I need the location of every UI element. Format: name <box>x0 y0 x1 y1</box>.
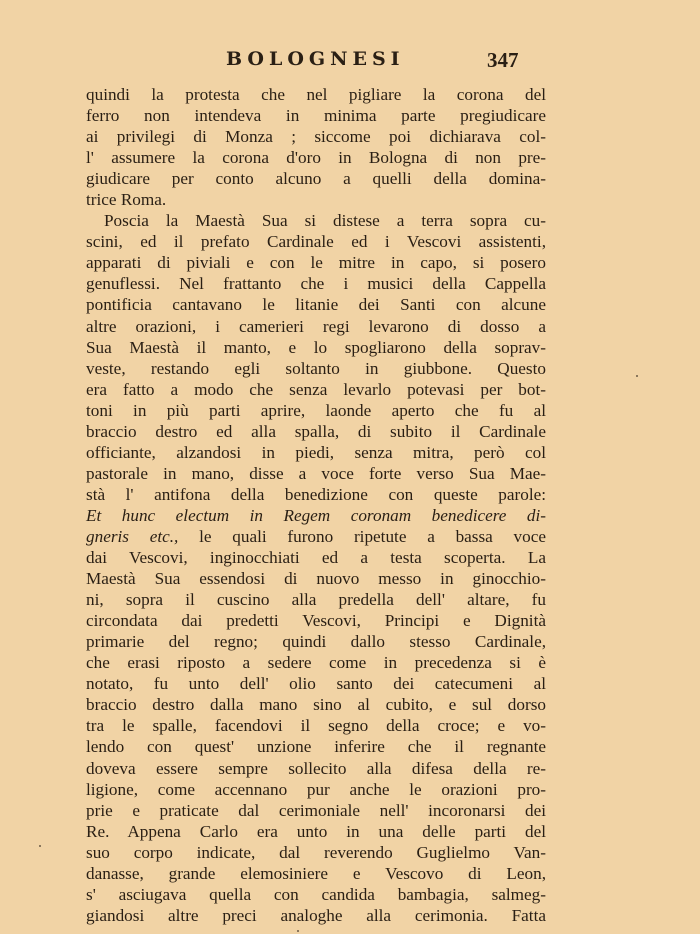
page-number: 347 <box>487 48 519 72</box>
italic-text: gneris etc., <box>86 526 179 546</box>
text-line <box>86 526 546 547</box>
speck-mark <box>636 375 638 377</box>
text-line: suo corpo indicate, dal reverendo Guglielmo Van- <box>86 842 546 862</box>
text-line: apparati di piviali e con le mitre in capo, si posero <box>86 253 546 273</box>
text-line: trice Roma. <box>86 190 167 210</box>
text-line: Et hunc electum in Regem coronam benedicere di- <box>86 505 546 525</box>
text-line: giandosi altre preci analoghe alla cerimonia. Fatta <box>86 905 546 925</box>
text-line: quindi la protesta che nel pigliare la corona del <box>86 85 546 104</box>
speck-mark <box>39 845 41 847</box>
text-line: l' assumere la corona d'oro in Bologna di non pre- <box>86 148 546 168</box>
text-line: ni, sopra il cuscino alla predella dell' altare, fu <box>86 590 546 610</box>
body-text <box>86 84 546 926</box>
text-line: Re. Appena Carlo era unto in una delle parti del <box>86 821 546 841</box>
text-line: doveva essere sempre sollecito alla difesa della re- <box>86 758 546 778</box>
text-line: veste, restando egli soltanto in giubbone. Questo <box>86 358 546 378</box>
text-line: pontificia cantavano le litanie dei Santi con alcune <box>86 295 546 315</box>
text-line: pastorale in mano, disse a voce forte verso Sua Mae- <box>86 463 546 483</box>
text-line: Sua Maestà il manto, e lo spogliarono della soprav- <box>86 337 546 357</box>
text-line: giudicare per conto alcuno a quelli della domina- <box>86 169 546 189</box>
text-line: stà l' antifona della benedizione con queste parole: <box>86 484 546 504</box>
text-line: altre orazioni, i camerieri regi levarono di dosso a <box>86 316 546 336</box>
text-line: ligione, come accennano pur anche le orazioni pro- <box>86 779 546 799</box>
text-line: braccio destro ed alla spalla, di subito il Cardinale <box>86 421 546 441</box>
text-line: genuflessi. Nel frattanto che i musici della Cappella <box>86 274 546 294</box>
page-header <box>0 48 700 72</box>
text-line: dai Vescovi, inginocchiati ed a testa scoperta. La <box>86 548 546 568</box>
text-line: ai privilegi di Monza ; siccome poi dichiarava col- <box>86 127 546 147</box>
text-line: s' asciugava quella con candida bambagia, salmeg- <box>86 884 546 904</box>
text-line: circondata dai predetti Vescovi, Principi e Dignità <box>86 611 546 631</box>
text-line: tra le spalle, facendovi il segno della croce; e vo- <box>86 716 546 736</box>
text-line: braccio destro dalla mano sino al cubito, e sul dorso <box>86 695 546 715</box>
text-line: Poscia la Maestà Sua si distese a terra sopra cu- <box>104 211 546 231</box>
text-line: primarie del regno; quindi dallo stesso Cardinale, <box>86 632 546 652</box>
line-text: le quali furono ripetute a bassa voce <box>178 526 546 546</box>
text-line: officiante, alzandosi in piedi, senza mitra, però col <box>86 442 546 462</box>
text-line: ferro non intendeva in minima parte pregiudicare <box>86 106 546 126</box>
text-line: Maestà Sua essendosi di nuovo messo in ginocchio- <box>86 569 546 589</box>
text-line: toni in più parti aprire, laonde aperto che fu al <box>86 400 546 420</box>
speck-mark <box>297 930 299 932</box>
text-line: lendo con quest' unzione inferire che il regnante <box>86 737 546 757</box>
running-title: BOLOGNESI <box>226 48 405 70</box>
text-line: era fatto a modo che senza levarlo potevasi per bot- <box>86 379 546 399</box>
text-line: danasse, grande elemosiniere e Vescovo di Leon, <box>86 863 546 883</box>
text-line: scini, ed il prefato Cardinale ed i Vescovi assistenti, <box>86 232 546 252</box>
text-line: notato, fu unto dell' olio santo dei catecumeni al <box>86 674 546 694</box>
text-line: prie e praticate dal cerimoniale nell' incoronarsi dei <box>86 800 546 820</box>
text-line: che erasi riposto a sedere come in precedenza si è <box>86 653 546 673</box>
